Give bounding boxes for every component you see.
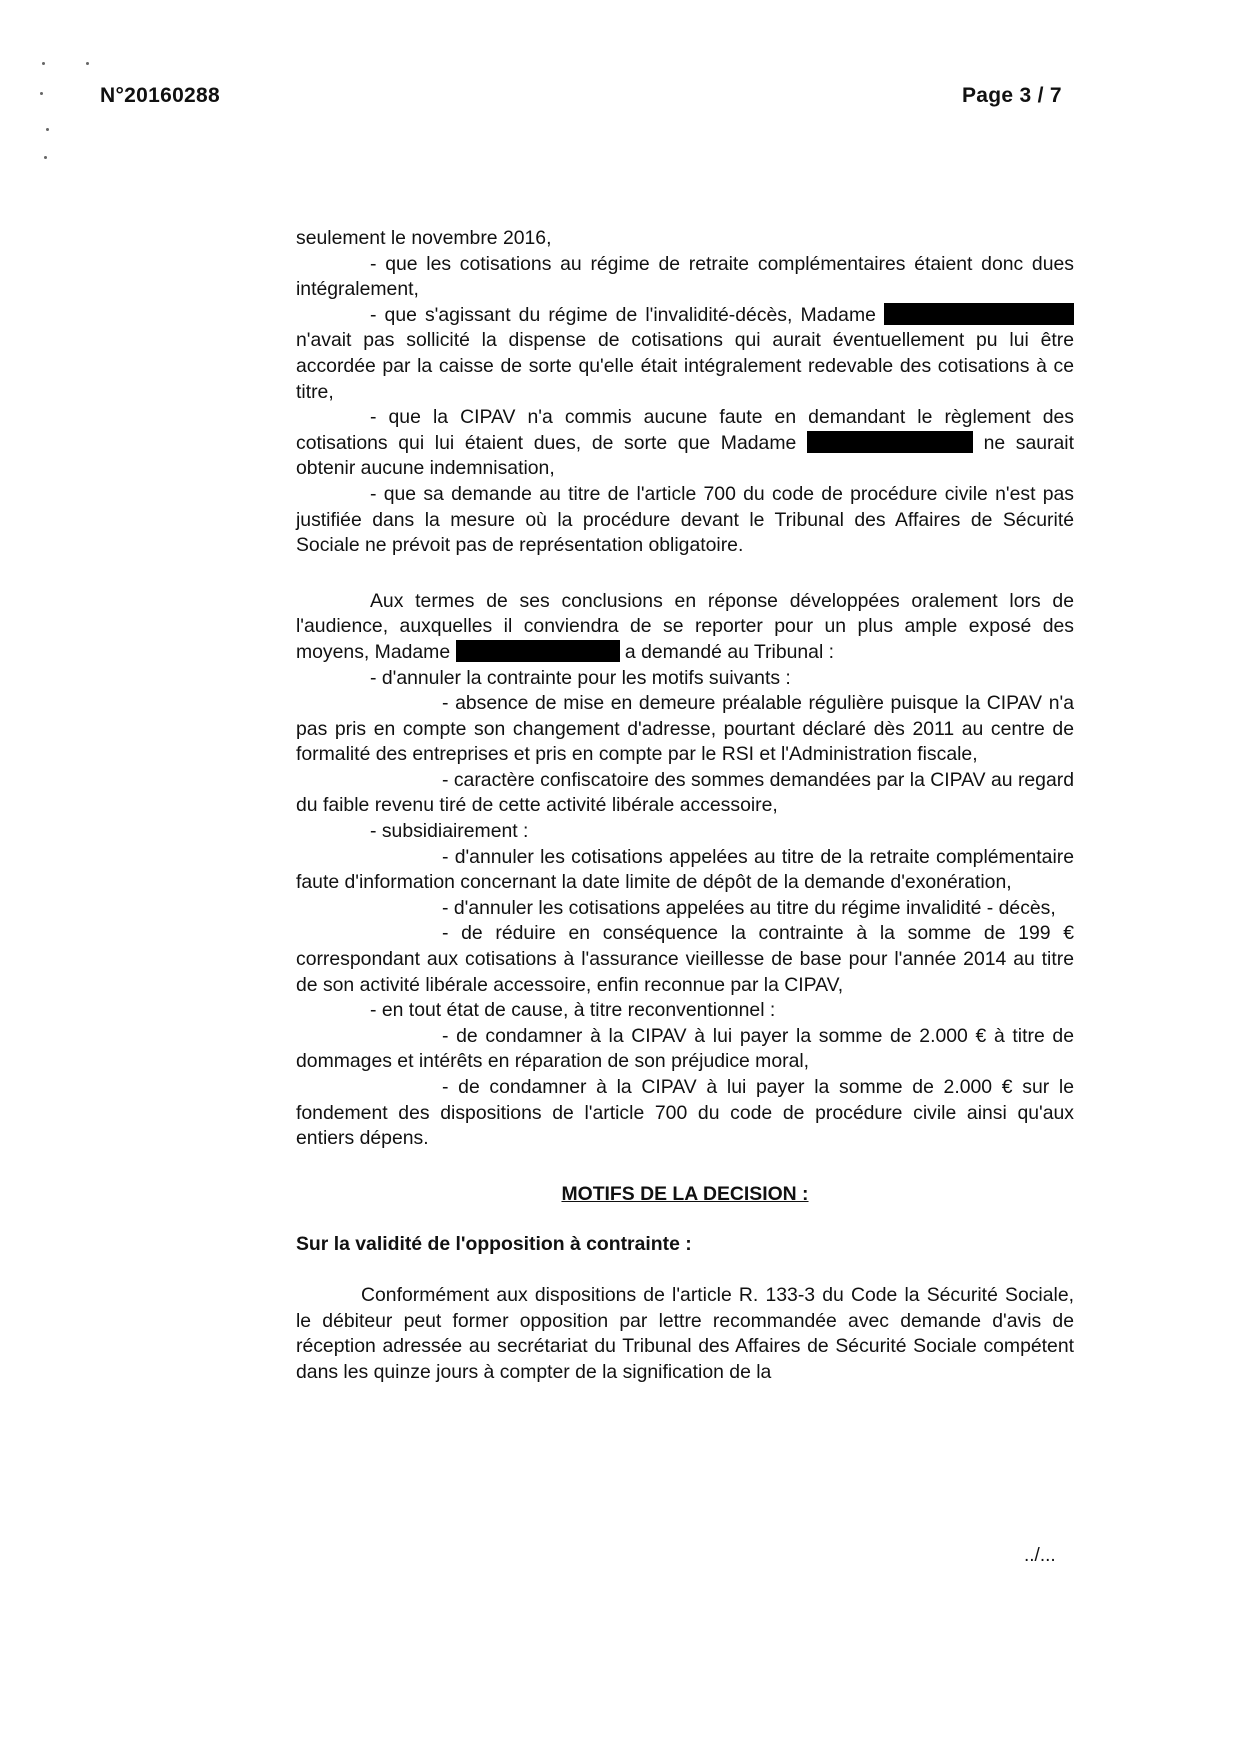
section-title: MOTIFS DE LA DECISION : (561, 1182, 809, 1205)
paragraph (296, 303, 1074, 405)
scan-speck (44, 156, 47, 159)
paragraph: - d'annuler les cotisations appelées au titre du régime invalidité - décès, (442, 896, 1056, 919)
scan-speck (40, 92, 43, 95)
paragraph: - absence de mise en demeure préalable régulière puisque la CIPAV n'a pas pris en compte son changement d'adresse, pourtant déclaré dès 2011 au centre de formalité des entreprises et pris en compte par le RSI et l'Administration fiscale, (296, 692, 1074, 766)
redaction-box (884, 303, 1074, 325)
paragraph (296, 405, 1074, 482)
paragraph: - d'annuler les cotisations appelées au titre de la retraite complémentaire faute d'information concernant la date limite de dépôt de la demande d'exonération, (296, 845, 1074, 894)
paragraph-text: - que la CIPAV n'a commis aucune faute en demandant le règlement des cotisations qui lui étaient dues, de sorte que Madame (296, 406, 1074, 454)
paragraph: - subsidiairement : (370, 820, 529, 843)
paragraph (296, 589, 1074, 666)
paragraph: - caractère confiscatoire des sommes demandées par la CIPAV au regard du faible revenu tiré de cette activité libérale accessoire, (296, 768, 1074, 817)
paragraph: - que les cotisations au régime de retraite complémentaires étaient donc dues intégralement, (296, 252, 1074, 301)
document-number: N°20160288 (100, 84, 220, 107)
scan-speck (46, 128, 49, 131)
subsection-title: Sur la validité de l'opposition à contrainte : (296, 1233, 692, 1256)
paragraph-text: - que s'agissant du régime de l'invalidité-décès, Madame (370, 303, 876, 326)
paragraph-text: ne saurait obtenir aucune indemnisation, (296, 431, 1074, 480)
paragraph: - d'annuler la contrainte pour les motifs suivants : (370, 666, 791, 689)
document-body (296, 226, 1074, 1385)
scan-speck (42, 62, 45, 65)
redaction-box (807, 431, 973, 453)
paragraph: - que sa demande au titre de l'article 700 du code de procédure civile n'est pas justifiée dans la mesure où la procédure devant le Tribunal des Affaires de Sécurité Sociale ne prévoit pas de représentation obligatoire. (296, 482, 1074, 557)
paragraph: - de condamner à la CIPAV à lui payer la somme de 2.000 € à titre de dommages et intérêts en réparation de son préjudice moral, (296, 1024, 1074, 1073)
redaction-box (456, 640, 620, 662)
paragraph: - de condamner à la CIPAV à lui payer la somme de 2.000 € sur le fondement des dispositions de l'article 700 du code de procédure civile ainsi qu'aux entiers dépens. (296, 1076, 1074, 1150)
scan-speck (86, 62, 89, 65)
paragraph: - de réduire en conséquence la contrainte à la somme de 199 € correspondant aux cotisations à l'assurance vieillesse de base pour l'année 2014 au titre de son activité libérale accessoire, enfin reconnue par la CIPAV, (296, 922, 1074, 996)
paragraph-text: a demandé au Tribunal : (624, 640, 835, 663)
paragraph-text: n'avait pas sollicité la dispense de cotisations qui aurait éventuellement pu lui être accordée par la caisse de sorte qu'elle était intégralement redevable des cotisations à ce titre, (296, 329, 1074, 403)
paragraph: seulement le novembre 2016, (296, 227, 552, 249)
paragraph: Conformément aux dispositions de l'article R. 133-3 du Code la Sécurité Sociale, le débiteur peut former opposition par lettre recommandée avec demande d'avis de réception adressée au secrétariat du Tribunal des Affaires de Sécurité Sociale compétent dans les quinze jours à compter de la signification de la (296, 1283, 1074, 1383)
continuation-mark: ../... (1024, 1545, 1056, 1566)
paragraph: - en tout état de cause, à titre reconventionnel : (370, 999, 776, 1022)
paragraph-text: Aux termes de ses conclusions en réponse développées oralement lors de l'audience, auxquelles il conviendra de se reporter pour un plus ample exposé des moyens, Madame (296, 589, 1074, 663)
page-number: Page 3 / 7 (962, 84, 1062, 107)
